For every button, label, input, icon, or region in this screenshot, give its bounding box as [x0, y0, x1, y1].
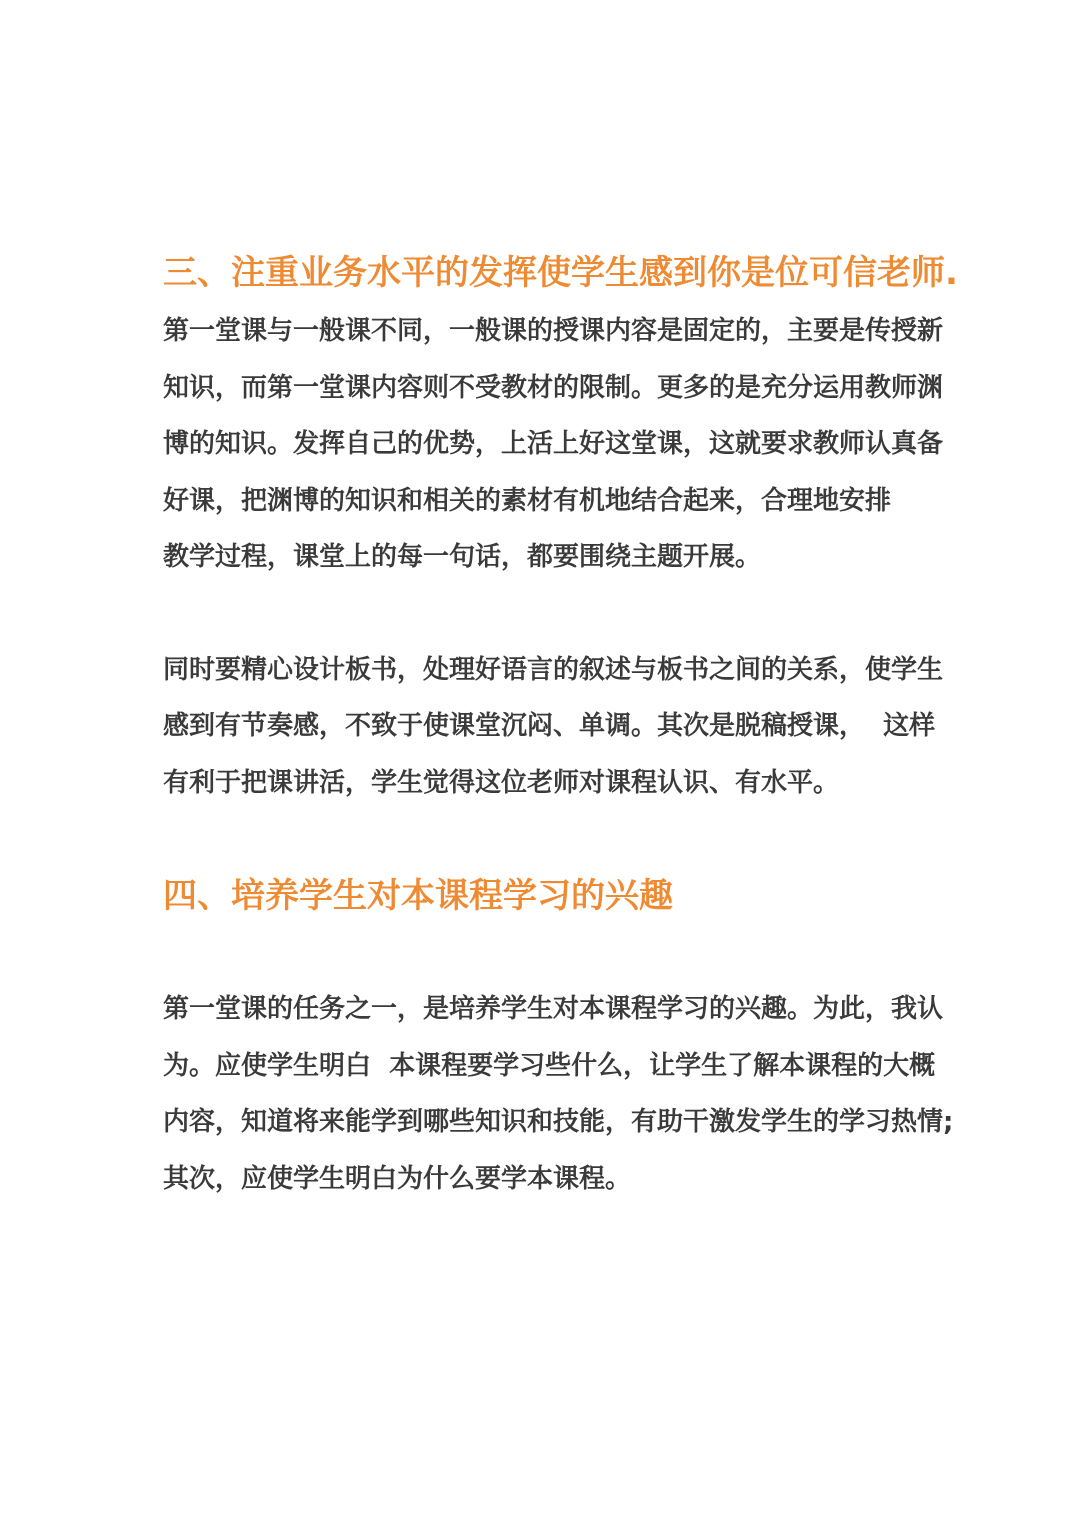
paragraph-line: 有利于把课讲活，学生觉得这位老师对课程认识、有水平。	[163, 768, 840, 798]
paragraph-line: 博的知识。发挥自己的优势，上活上好这堂课，这就要求教师认真备	[163, 429, 944, 459]
paragraph-line: 教学过程，课堂上的每一句话，都要围绕主题开展。	[163, 542, 762, 572]
section-4-heading: 四、培养学生对本课程学习的兴趣	[163, 876, 673, 916]
section-3-heading: 三、注重业务水平的发挥使学生感到你是位可信老师.	[163, 253, 958, 293]
paragraph-line: 同时要精心设计板书，处理好语言的叙述与板书之间的关系，使学生	[163, 655, 944, 685]
paragraph-line: 其次，应使学生明白为什么要学本课程。	[163, 1164, 632, 1194]
paragraph-line: 第一堂课的任务之一，是培养学生对本课程学习的兴趣。为此，我认	[163, 994, 944, 1024]
paragraph-line: 感到有节奏感，不致于使课堂沉闷、单调。其次是脱稿授课， 这样	[163, 711, 936, 741]
paragraph-line: 好课，把渊博的知识和相关的素材有机地结合起来，合理地安排	[163, 486, 892, 516]
paragraph-line: 内容，知道将来能学到哪些知识和技能，有助干激发学生的学习热情;	[163, 1107, 954, 1137]
paragraph-line: 知识，而第一堂课内容则不受教材的限制。更多的是充分运用教师渊	[163, 373, 944, 403]
paragraph-line: 第一堂课与一般课不同，一般课的授课内容是固定的，主要是传授新	[163, 316, 944, 346]
paragraph-line: 为。应使学生明白 本课程要学习些什么，让学生了解本课程的大概	[163, 1051, 936, 1081]
